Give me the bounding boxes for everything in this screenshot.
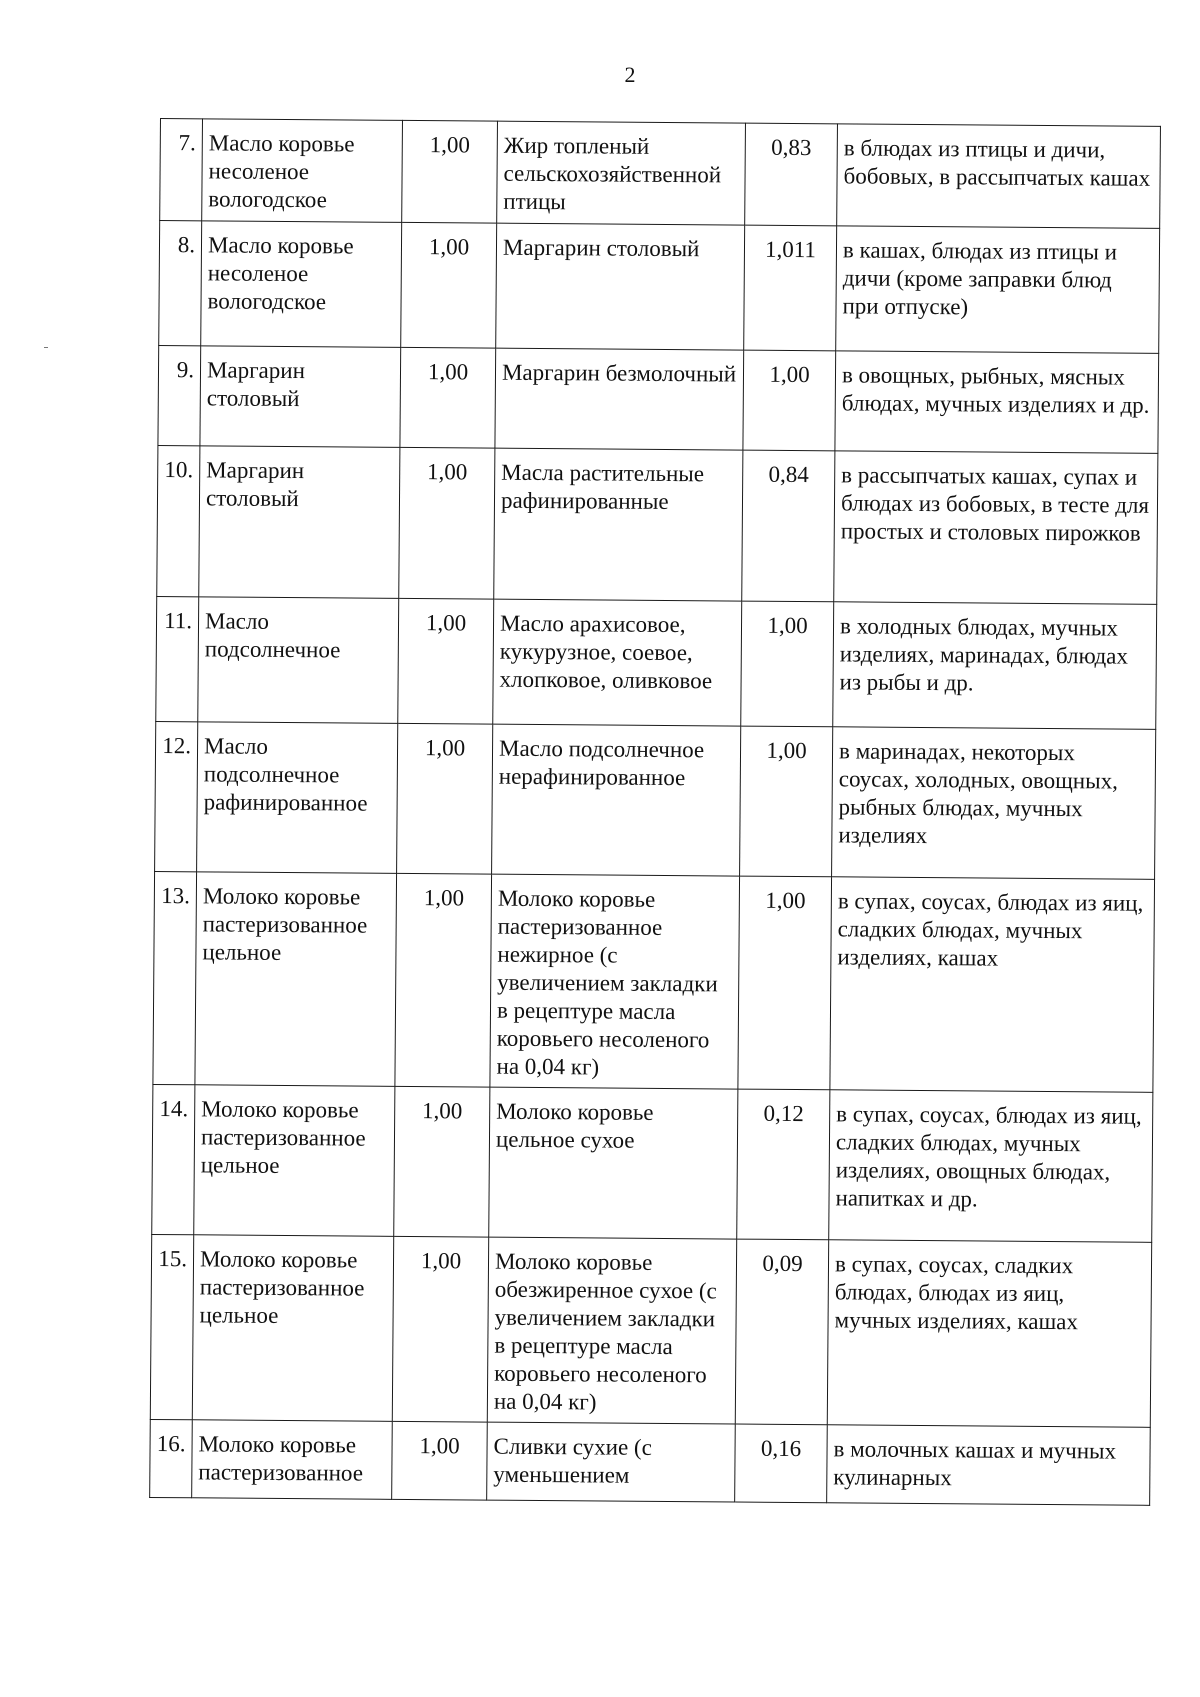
quantity-cell: 1,00 bbox=[399, 447, 495, 599]
scan-speck bbox=[44, 347, 48, 348]
product-cell: Молоко коровье пастеризованное bbox=[192, 1420, 393, 1500]
substitute-cell: Масло арахисовое, кукурузное, соевое, хлопковое, оливковое bbox=[493, 599, 742, 726]
row-number: 12. bbox=[155, 721, 198, 871]
usage-cell: в маринадах, некоторых соусах, холодных, овощных, рыбных блюдах, мучных изделиях bbox=[832, 727, 1156, 880]
coefficient-cell: 0,83 bbox=[745, 123, 838, 226]
coefficient-cell: 0,16 bbox=[735, 1424, 828, 1503]
usage-cell: в блюдах из птицы и дичи, бобовых, в рассыпчатых кашах bbox=[837, 124, 1161, 229]
row-number: 8. bbox=[159, 221, 202, 346]
substitute-cell: Масла растительные рафинированные bbox=[494, 448, 743, 601]
row-number: 16. bbox=[150, 1419, 193, 1497]
substitute-cell: Масло подсолнечное нерафинированное bbox=[492, 724, 741, 876]
usage-cell: в кашах, блюдах из птицы и дичи (кроме заправки блюд при отпуске) bbox=[836, 226, 1160, 354]
substitution-table bbox=[149, 118, 1161, 1506]
quantity-cell: 1,00 bbox=[394, 1086, 490, 1237]
coefficient-cell: 0,12 bbox=[737, 1089, 830, 1240]
product-cell: Молоко коровье пастеризованное цельное bbox=[194, 1085, 395, 1237]
usage-cell: в холодных блюдах, мучных изделиях, маринадах, блюдах из рыбы и др. bbox=[833, 602, 1157, 730]
quantity-cell: 1,00 bbox=[395, 873, 492, 1087]
row-number: 13. bbox=[153, 871, 197, 1084]
row-number: 7. bbox=[160, 119, 203, 221]
coefficient-cell: 1,00 bbox=[740, 726, 833, 877]
quantity-cell: 1,00 bbox=[392, 1236, 488, 1422]
product-cell: Масло коровье несоленое вологодское bbox=[202, 119, 403, 223]
quantity-cell: 1,00 bbox=[397, 723, 493, 874]
product-cell: Молоко коровье пастеризованное цельное bbox=[192, 1235, 393, 1422]
substitute-cell: Жир топленый сельскохозяйственной птицы bbox=[497, 121, 746, 225]
coefficient-cell: 1,011 bbox=[744, 225, 837, 351]
coefficient-cell: 1,00 bbox=[738, 876, 832, 1090]
substitute-cell: Молоко коровье обезжиренное сухое (с увеличением закладки в рецептуре масла коровьего несоленого на 0,04 кг) bbox=[487, 1237, 736, 1424]
substitute-cell: Маргарин безмолочный bbox=[495, 348, 744, 450]
usage-cell: в рассыпчатых кашах, супах и блюдах из бобовых, в тесте для простых и столовых пирожков bbox=[834, 451, 1158, 605]
product-cell: Масло подсолнечное bbox=[198, 597, 399, 724]
coefficient-cell: 0,09 bbox=[735, 1239, 828, 1425]
row-number: 15. bbox=[150, 1234, 193, 1419]
quantity-cell: 1,00 bbox=[400, 347, 496, 448]
product-cell: Маргарин столовый bbox=[200, 346, 401, 448]
row-number: 10. bbox=[157, 445, 200, 596]
usage-cell: в супах, соусах, блюдах из яиц, сладких блюдах, мучных изделиях, кашах bbox=[830, 877, 1155, 1093]
quantity-cell: 1,00 bbox=[402, 120, 498, 223]
substitute-cell: Молоко коровье пастеризованное нежирное (с увеличением закладки в рецептуре масла коровьего несоленого на 0,04 кг) bbox=[490, 874, 740, 1089]
product-cell: Молоко коровье пастеризованное цельное bbox=[195, 872, 397, 1087]
quantity-cell: 1,00 bbox=[392, 1421, 488, 1500]
table-row bbox=[160, 119, 1161, 229]
row-number: 11. bbox=[156, 596, 199, 721]
page-number: 2 bbox=[624, 62, 636, 87]
quantity-cell: 1,00 bbox=[398, 598, 494, 724]
usage-cell: в супах, соусах, блюдах из яиц, сладких блюдах, мучных изделиях, овощных блюдах, напитках и др. bbox=[829, 1090, 1153, 1243]
product-cell: Масло коровье несоленое вологодское bbox=[201, 221, 402, 348]
coefficient-cell: 1,00 bbox=[743, 350, 836, 451]
usage-cell: в овощных, рыбных, мясных блюдах, мучных изделиях и др. bbox=[835, 351, 1159, 454]
table-row bbox=[153, 871, 1155, 1092]
table-row bbox=[150, 1234, 1151, 1427]
table-row bbox=[150, 1419, 1151, 1505]
usage-cell: в молочных кашах и мучных кулинарных bbox=[827, 1425, 1151, 1506]
row-number: 14. bbox=[152, 1084, 195, 1234]
quantity-cell: 1,00 bbox=[401, 222, 497, 348]
substitute-cell: Сливки сухие (с уменьшением bbox=[487, 1422, 736, 1502]
substitute-cell: Маргарин столовый bbox=[496, 223, 745, 350]
table-row bbox=[152, 1084, 1153, 1242]
product-cell: Маргарин столовый bbox=[199, 446, 400, 599]
coefficient-cell: 0,84 bbox=[742, 450, 835, 602]
substitute-cell: Молоко коровье цельное сухое bbox=[489, 1087, 738, 1239]
coefficient-cell: 1,00 bbox=[741, 601, 834, 727]
product-cell: Масло подсолнечное рафинированное bbox=[197, 722, 398, 874]
table-row bbox=[156, 596, 1157, 729]
table-row bbox=[157, 445, 1158, 604]
usage-cell: в супах, соусах, сладких блюдах, блюдах из яиц, мучных изделиях, кашах bbox=[827, 1240, 1151, 1428]
table-row bbox=[159, 221, 1160, 354]
table-row bbox=[155, 721, 1156, 879]
table-row bbox=[158, 345, 1159, 453]
row-number: 9. bbox=[158, 345, 201, 445]
